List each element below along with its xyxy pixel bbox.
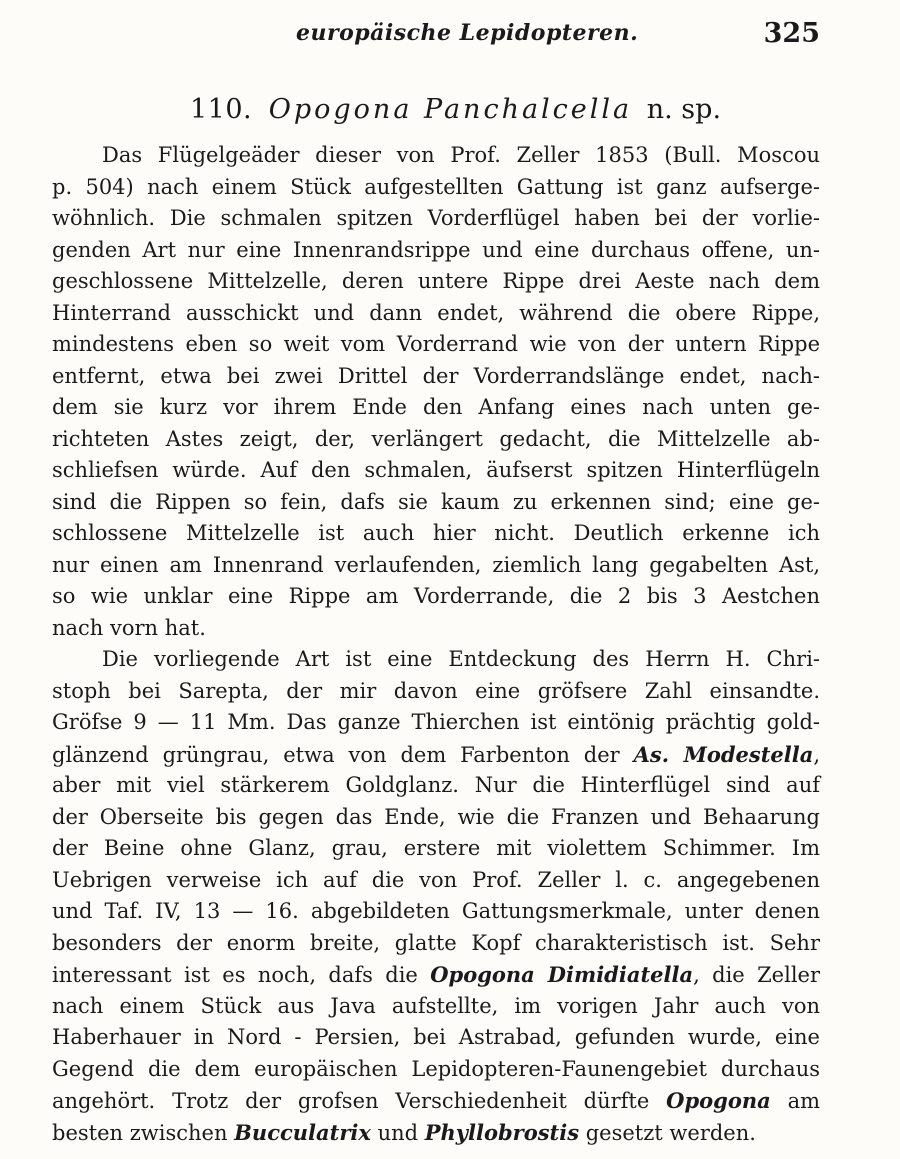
text-run: Haberhauer in Nord - Persien, bei Astrabad, gefunden wurde, eine (52, 1025, 820, 1049)
text-run: aber mit viel stärkerem Goldglanz. Nur die Hinterflügel sind auf (52, 773, 820, 797)
text-line (52, 518, 820, 550)
text-run: der Beine ohne Glanz, grau, erstere mit violettem Schimmer. Im (52, 836, 820, 860)
text-line (52, 140, 820, 172)
text-line (52, 581, 820, 613)
running-title: europäische Lepidopteren. (296, 20, 639, 46)
text-run: nach vorn hat. (52, 615, 206, 640)
text-line (52, 644, 820, 676)
text-line (52, 424, 820, 456)
text-line (52, 235, 820, 267)
text-run: richteten Astes zeigt, der, verlängert gedacht, die Mittelzelle ab- (52, 426, 820, 451)
text-line (52, 739, 820, 771)
text-run: am (770, 1089, 821, 1113)
text-line (52, 928, 820, 960)
text-line (52, 676, 820, 708)
italic-taxon: As. Modestella (633, 741, 814, 767)
text-run: geschlossene Mittelzelle, deren untere Rippe drei Aeste nach dem (52, 269, 820, 293)
paragraph (52, 644, 820, 1148)
text-run: entfernt, etwa bei zwei Drittel der Vorderrandslänge endet, nach- (52, 363, 820, 388)
text-run: Hinterrand ausschickt und dann endet, während die obere Rippe, (52, 300, 820, 325)
text-line (52, 613, 820, 645)
text-line (52, 298, 820, 330)
text-line (52, 991, 820, 1023)
text-line (52, 172, 820, 204)
text-line (52, 1022, 820, 1054)
text-run: sind die Rippen so fein, dafs sie kaum zu erkennen sind; eine ge- (52, 489, 820, 514)
text-run: Gröfse 9 — 11 Mm. Das ganze Thierchen ist eintönig prächtig gold- (52, 710, 820, 734)
text-run: Uebrigen verweise ich auf die von Prof. Zeller l. c. angegebenen (52, 867, 820, 892)
text-run: und Taf. IV, 13 — 16. abgebildeten Gattungsmerkmale, unter denen (52, 899, 820, 923)
text-line (52, 802, 820, 834)
text-run: Gegend die dem europäischen Lepidopteren-Faunengebiet durchaus (52, 1056, 820, 1081)
text-line (52, 707, 820, 739)
species-number: 110. (190, 94, 253, 125)
body-text (52, 140, 820, 1148)
running-header (0, 18, 900, 54)
text-run: Die vorliegende Art ist eine Entdeckung des Herrn H. Chri- (102, 647, 820, 671)
text-line (52, 1054, 820, 1086)
text-run: besten zwischen (52, 1120, 235, 1145)
text-run: mindestens eben so weit vom Vorderrand wie von der untern Rippe (52, 332, 820, 356)
text-run: Das Flügelgeäder dieser von Prof. Zeller 1853 (Bull. Moscou (102, 143, 820, 167)
italic-taxon: Phyllobrostis (424, 1119, 580, 1145)
text-run: genden Art nur eine Innenrandsrippe und eine durchaus offene, un- (52, 237, 820, 262)
text-line (52, 455, 820, 487)
text-line (52, 896, 820, 928)
page-number: 325 (763, 18, 820, 49)
text-run: wöhnlich. Die schmalen spitzen Vorderflügel haben bei der vorlie- (52, 206, 820, 230)
species-heading (190, 94, 721, 125)
text-run: glänzend grüngrau, etwa von dem Farbenton der (52, 742, 634, 767)
text-line (52, 1117, 820, 1149)
text-run: gesetzt werden. (579, 1120, 756, 1145)
italic-taxon: Opogona Dimidiatella (430, 962, 694, 987)
species-suffix: n. sp. (646, 94, 722, 125)
text-line (52, 203, 820, 235)
text-run: nur einen am Innenrand verlaufenden, ziemlich lang gegabelten Ast, (52, 552, 820, 577)
paragraph (52, 140, 820, 644)
text-line (52, 266, 820, 298)
text-run: , (813, 742, 821, 767)
text-line (52, 1085, 820, 1117)
species-name: Opogona Panchalcella (268, 94, 633, 125)
text-run: schliefsen würde. Auf den schmalen, äufserst spitzen Hinterflügeln (52, 458, 820, 482)
text-line (52, 959, 820, 991)
text-run: der Oberseite bis gegen das Ende, wie die Franzen und Behaarung (52, 804, 820, 829)
text-line (52, 329, 820, 361)
italic-taxon: Bucculatrix (234, 1119, 371, 1145)
text-run: interessant ist es noch, dafs die (52, 963, 431, 987)
text-line (52, 550, 820, 582)
text-run: dem sie kurz vor ihrem Ende den Anfang eines nach unten ge- (52, 395, 820, 419)
text-run: nach einem Stück aus Java aufstellte, im vorigen Jahr auch von (52, 993, 820, 1018)
text-run: , die Zeller (693, 963, 821, 987)
text-run: so wie unklar eine Rippe am Vorderrande, die 2 bis 3 Aestchen (52, 584, 820, 608)
text-line (52, 361, 820, 393)
text-run: und (370, 1120, 425, 1145)
text-run: schlossene Mittelzelle ist auch hier nicht. Deutlich erkenne ich (52, 521, 820, 545)
text-run: besonders der enorm breite, glatte Kopf charakteristisch ist. Sehr (52, 930, 820, 955)
text-run: stoph bei Sarepta, der mir davon eine gröfsere Zahl einsandte. (52, 678, 820, 703)
text-line (52, 865, 820, 897)
text-run: angehört. Trotz der grofsen Verschiedenheit dürfte (52, 1089, 667, 1113)
text-line (52, 487, 820, 519)
text-run: p. 504) nach einem Stück aufgestellten Gattung ist ganz aufserge- (52, 174, 820, 199)
text-line (52, 770, 820, 802)
text-line (52, 833, 820, 865)
italic-taxon: Opogona (666, 1088, 771, 1113)
text-line (52, 392, 820, 424)
